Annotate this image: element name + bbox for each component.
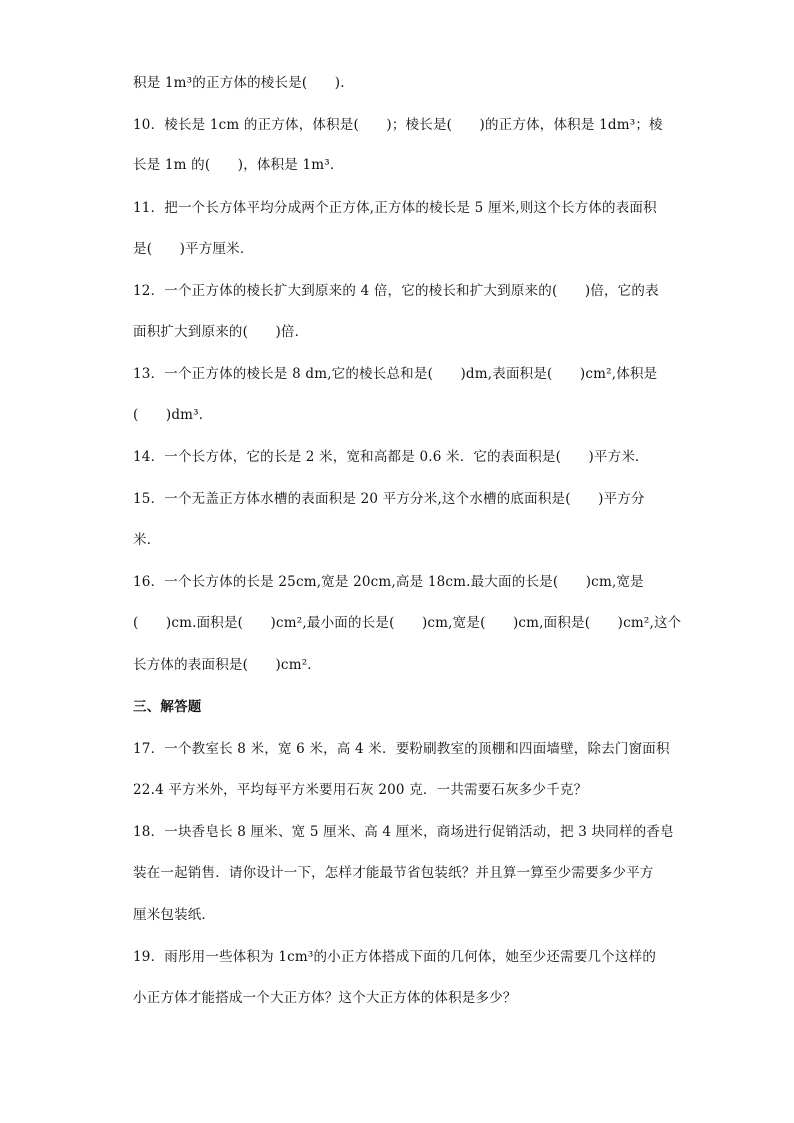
q15-line-1: 15．一个无盖正方体水槽的表面积是 20 平方分米,这个水槽的底面积是( )平方分 bbox=[133, 491, 645, 507]
q17-line-1: 17．一个教室长 8 米，宽 6 米，高 4 米．要粉刷教室的顶棚和四面墙壁，除去门窗面积 bbox=[133, 741, 670, 757]
q12-line-1: 12．一个正方体的棱长扩大到原来的 4 倍，它的棱长和扩大到原来的( )倍，它的表 bbox=[133, 283, 659, 299]
q19-line-1: 19．雨彤用一些体积为 1cm³的小正方体搭成下面的几何体，她至少还需要几个这样的 bbox=[133, 949, 657, 965]
q10-line-2: 长是 1m 的( )，体积是 1m³． bbox=[133, 157, 344, 173]
q11-line-2: 是( )平方厘米． bbox=[133, 241, 254, 257]
q16-line-1: 16．一个长方体的长是 25cm,宽是 20cm,高是 18cm.最大面的长是( )cm,宽是 bbox=[133, 574, 644, 590]
q12-line-2: 面积扩大到原来的( )倍． bbox=[133, 324, 309, 340]
q17-line-2: 22.4 平方米外，平均每平方米要用石灰 200 克．一共需要石灰多少千克？ bbox=[133, 782, 588, 798]
q18-line-3: 厘米包装纸． bbox=[133, 907, 216, 923]
q19-line-2: 小正方体才能搭成一个大正方体？这个大正方体的体积是多少？ bbox=[133, 990, 517, 1006]
q18-line-2: 装在一起销售．请你设计一下，怎样才能最节省包装纸？并且算一算至少需要多少平方 bbox=[133, 865, 654, 881]
q9-continuation: 积是 1m³的正方体的棱长是( ). bbox=[133, 75, 345, 91]
q14-line: 14．一个长方体，它的长是 2 米，宽和高都是 0.6 米．它的表面积是( )平方米． bbox=[133, 449, 649, 465]
q11-line-1: 11．把一个长方体平均分成两个正方体,正方体的棱长是 5 厘米,则这个长方体的表面积 bbox=[133, 200, 657, 216]
q13-line-2: ( )dm³． bbox=[133, 407, 213, 423]
q16-line-2: ( )cm.面积是( )cm²,最小面的长是( )cm,宽是( )cm,面积是( )cm²,这个 bbox=[133, 615, 682, 631]
q15-line-2: 米． bbox=[133, 532, 161, 548]
q16-line-3: 长方体的表面积是( )cm²． bbox=[133, 657, 322, 673]
section-heading: 三、解答题 bbox=[133, 699, 202, 715]
q18-line-1: 18．一块香皂长 8 厘米、宽 5 厘米、高 4 厘米，商场进行促销活动，把 3 块同样的香皂 bbox=[133, 824, 674, 840]
q13-line-1: 13．一个正方体的棱长是 8 dm,它的棱长总和是( )dm,表面积是( )cm²,体积是 bbox=[133, 366, 658, 382]
q10-line-1: 10．棱长是 1cm 的正方体，体积是( )；棱长是( )的正方体，体积是 1dm³；棱 bbox=[133, 117, 663, 133]
